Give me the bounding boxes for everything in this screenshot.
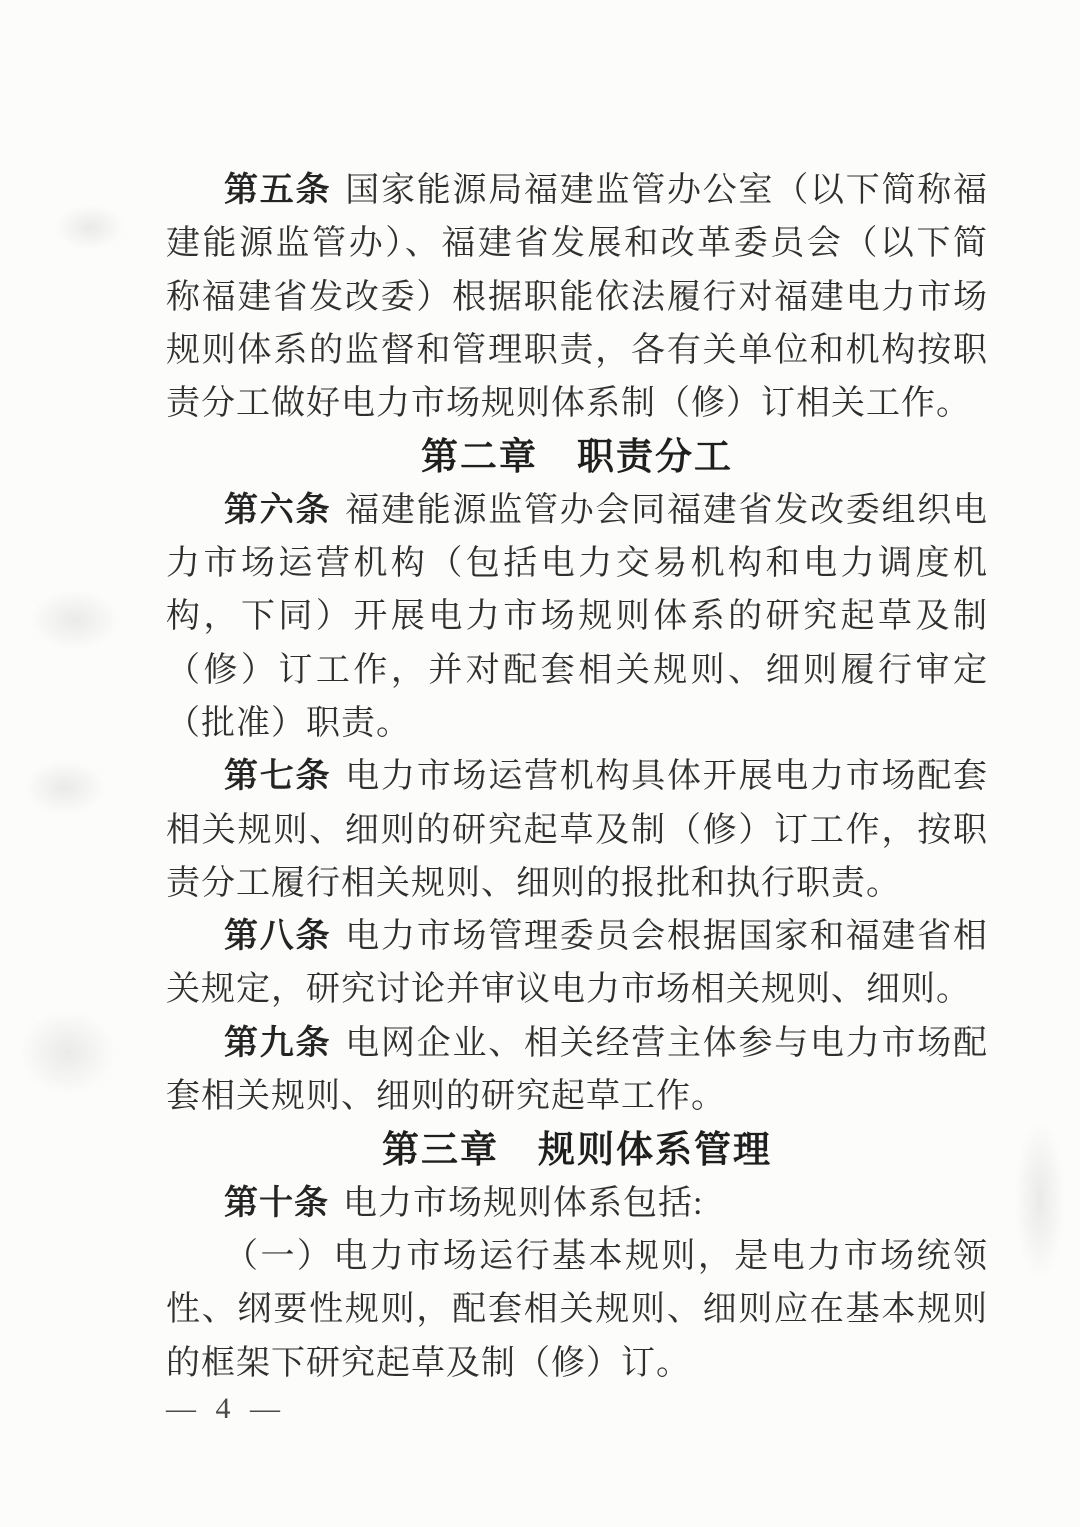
page-number: — 4 — bbox=[166, 1392, 286, 1425]
article-7-paragraph bbox=[166, 750, 988, 910]
article-9-number: 第九条 bbox=[224, 1023, 332, 1062]
article-5-number: 第五条 bbox=[224, 171, 332, 209]
scan-smudge-artifact bbox=[25, 760, 105, 815]
scan-smudge-artifact bbox=[20, 1010, 115, 1095]
article-8-paragraph bbox=[166, 910, 988, 1017]
scan-smudge-artifact bbox=[30, 590, 120, 650]
article-10-text: 电力市场规则体系包括: bbox=[343, 1184, 704, 1222]
chapter-2-heading: 第二章 职责分工 bbox=[421, 436, 733, 478]
item-1-paragraph: （一）电力市场运行基本规则，是电力市场统领性、纲要性规则，配套相关规则、细则应在基本规则的框架下研究起草及制（修）订。 bbox=[166, 1237, 988, 1382]
article-10-number: 第十条 bbox=[224, 1183, 329, 1222]
article-7-number: 第七条 bbox=[224, 757, 332, 796]
article-9-paragraph bbox=[166, 1017, 988, 1124]
article-8-number: 第八条 bbox=[224, 917, 332, 956]
article-6-paragraph bbox=[166, 484, 988, 750]
article-9-text: 电网企业、相关经营主体参与电力市场配套相关规则、细则的研究起草工作。 bbox=[166, 1024, 988, 1116]
article-10-paragraph bbox=[166, 1177, 988, 1230]
article-5-text: 国家能源局福建监管办公室（以下简称福建能源监管办）、福建省发展和改革委员会（以下简称福建省发改委）根据职能依法履行对福建电力市场规则体系的监督和管理职责，各有关单位和机构按职责分工做好电力市场规则体系制（修）订相关工作。 bbox=[166, 172, 988, 423]
article-6-text: 福建能源监管办会同福建省发改委组织电力市场运营机构（包括电力交易机构和电力调度机构，下同）开展电力市场规则体系的研究起草及制（修）订工作，并对配套相关规则、细则履行审定（批准）职责。 bbox=[166, 491, 988, 742]
scan-smudge-artifact bbox=[55, 205, 125, 250]
chapter-3-heading: 第三章 规则体系管理 bbox=[382, 1129, 772, 1171]
scan-smudge-artifact bbox=[1015, 1120, 1065, 1280]
article-7-text: 电力市场运营机构具体开展电力市场配套相关规则、细则的研究起草及制（修）订工作，按职责分工履行相关规则、细则的报批和执行职责。 bbox=[166, 758, 988, 902]
article-5-paragraph bbox=[166, 164, 988, 430]
article-6-number: 第六条 bbox=[224, 490, 332, 529]
article-8-text: 电力市场管理委员会根据国家和福建省相关规定，研究讨论并审议电力市场相关规则、细则。 bbox=[166, 918, 988, 1009]
document-body bbox=[166, 164, 988, 1390]
